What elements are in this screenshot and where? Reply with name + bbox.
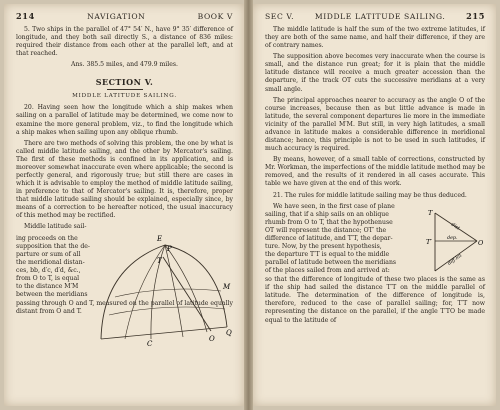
paragraph-21: 21. The rules for middle latitude sailing may be thus deduced. <box>273 191 467 199</box>
label-t-prime: T′ <box>426 237 432 246</box>
wrapped-line: the meridional distan- <box>16 258 85 266</box>
left-page-tail: passing through O and T, measured on the parallel of latitude equally distant from O and T. <box>16 300 233 316</box>
problem-5: 5. Two ships in the parallel of 47° 54′ N., have 9° 35′ difference of longitude, and they both sail directly S., a distance of 836 miles: required their distance from each other at the parallel left, and at that reached. <box>16 26 233 58</box>
sphere-diagram <box>95 227 233 347</box>
wrapped-line: Middle latitude sail- <box>24 223 87 231</box>
label-e: E <box>157 235 163 244</box>
triangle-diagram <box>425 207 485 279</box>
paragraph-middle-latitude-def: The middle latitude is half the sum of the two extreme latitudes, if they are both of the same name, and half their difference, if they are of contrary names. <box>265 26 485 50</box>
wrapped-line: between the meridians <box>16 291 88 299</box>
page-number: 214 <box>16 11 35 21</box>
wrapped-line: parture or sum of all <box>16 250 81 258</box>
wrapped-line: supposition that the de- <box>16 242 90 250</box>
wrapped-text <box>16 223 92 299</box>
left-page-header <box>16 11 233 21</box>
label-t: T <box>157 257 162 266</box>
wrapped-line: to the distance M′M <box>16 282 79 290</box>
paragraph-inaccuracy: The supposition above becomes very inaccurate when the course is small, and the distance run great; for it is plain that the middle latitude distance will receive a much greater accession than the departure, if the track OT cuts the successive meridians at a very small angle. <box>265 53 485 93</box>
section-rule <box>107 89 143 90</box>
paragraph-accuracy: The principal approaches nearer to accuracy as the angle O of the course increases, because then as but little advance is made in latitude, the several component departures lie more in the immediate vicinity of the parallel M′M. But still, in very high latitudes, a small advance in latitude makes a considerable difference in meridional distance; hence, this principle is not to be used in such latitudes, if much accuracy is required. <box>265 96 485 153</box>
running-title: NAVIGATION <box>87 12 146 21</box>
wrapped-line: from O to T, is equal <box>16 274 80 282</box>
running-title: MIDDLE LATITUDE SAILING. <box>314 12 446 21</box>
label-o: O <box>209 335 215 344</box>
wrapped-line: ing proceeds on the <box>16 234 78 242</box>
wrapped-line: the departure T′T is equal to the middle <box>265 251 390 259</box>
book-label: BOOK V <box>197 12 233 21</box>
wrapped-line: rhumb from O to T, that the hypothenuse <box>265 218 393 226</box>
wrapped-line: sailing, that if a ship sails on an oblique <box>265 210 389 218</box>
label-dist: dist <box>449 222 461 232</box>
right-page-tail: so that the difference of longitude of these two places is the same as if the ship had sailed the distance T′T on the middle parallel of latitude. The determination of the difference of longitude is, therefore, reduced to the case of parallel sailing; for, T′T now representing the distance on the parallel, if the angle T′TO be made equal to the latitude of <box>265 276 485 324</box>
wrapped-line: ces, bb, d′c, d′d, &c., <box>16 266 81 274</box>
section-label: SEC V. <box>265 12 295 21</box>
label-c: C <box>147 340 153 348</box>
label-t: T <box>428 208 433 217</box>
book-gutter <box>244 0 253 410</box>
section-title: SECTION V. <box>95 77 154 88</box>
paragraph-methods: There are two methods of solving this problem, the one by what is called middle latitude sailing, and the other by Mercator's sailing. The first of these methods is confined in its application, and is moreover somewhat inaccurate even where applicable; the second is perfectly general, and rigorously true; but still there are cases in which it is advisable to employ the method of middle latitude sailing, in preference to that of Mercator's sailing. It is, therefore, proper that middle latitude sailing should be explained, especially since, by means of a correction to be hereafter noticed, the usual inaccuracy of this method may be rectified. <box>16 139 233 220</box>
wrapped-line: of the places sailed from and arrived at: <box>265 267 390 275</box>
wrapped-text <box>265 203 423 275</box>
right-page <box>253 4 496 406</box>
wrapped-line: parallel of latitude between the meridians <box>265 259 397 267</box>
label-p: P <box>167 245 172 254</box>
label-diff-lat: diff.lat <box>447 253 464 267</box>
wrapped-line: ture. Now, by the present hypothesis, <box>265 243 382 251</box>
wrapped-line: difference of latitude, and T′T, the depar- <box>265 235 393 243</box>
wrapped-line: We have seen, in the first case of plane <box>273 202 395 210</box>
right-page-header <box>265 11 485 21</box>
label-q: Q <box>226 329 232 338</box>
figure-block <box>265 203 485 275</box>
label-o: O <box>478 238 484 247</box>
page-number: 215 <box>466 11 485 21</box>
problem-5-answer: Ans. 385.5 miles, and 479.9 miles. <box>71 61 178 69</box>
section-subtitle: MIDDLE LATITUDE SAILING. <box>72 93 177 100</box>
label-m: M <box>223 283 231 292</box>
left-page <box>4 4 244 406</box>
label-dep: dep. <box>447 235 458 241</box>
paragraph-20: 20. Having seen how the longitude which a ship makes when sailing on a parallel of latitude may be determined, we come now to examine the more general problem, viz., to find the longitude which a ship makes when sailing upon any oblique rhumb. <box>16 104 233 136</box>
paragraph-workman: By means, however, of a small table of corrections, constructed by Mr. Workman, the imperfections of the middle latitude method may be removed, and the results of it rendered in all cases accurate. This table we have given at the end of this work. <box>265 156 485 188</box>
wrapped-line: OT will represent the distance; OT′ the <box>265 227 387 235</box>
